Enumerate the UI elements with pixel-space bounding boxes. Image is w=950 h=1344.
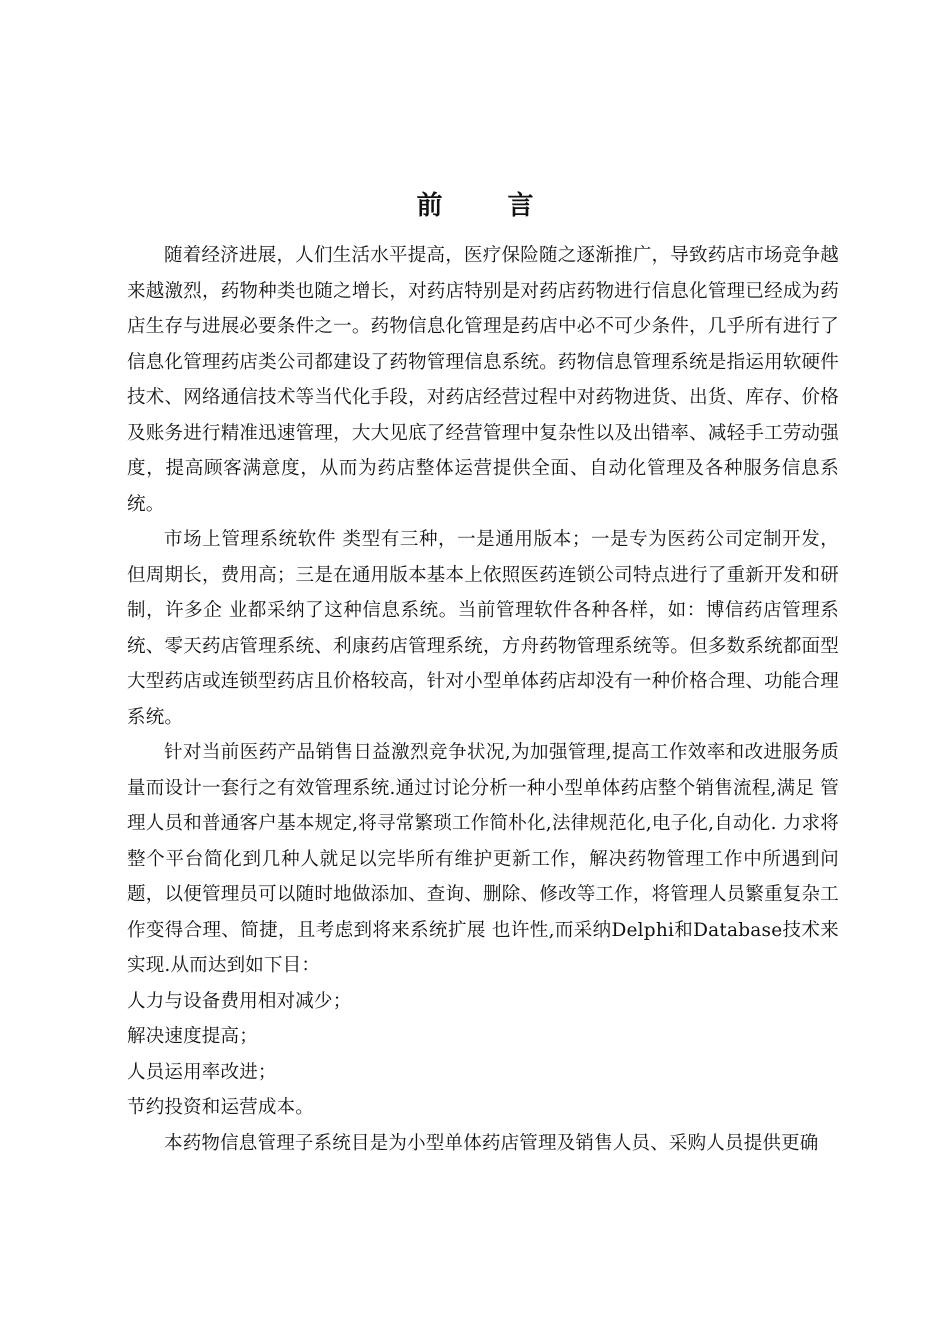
paragraph-closing: 本药物信息管理子系统目是为小型单体药店管理及销售人员、采购人员提供更确 [164, 1132, 819, 1154]
document-body [127, 238, 839, 1161]
paragraph-design: 针对当前医药产品销售日益激烈竞争状况,为加强管理,提高工作效率和改进服务质量而设计一套行之有效管理系统.通过讨论分析一种小型单体药店整个销售流程,满足 管理人员和普通客户基本规定,将寻常繁琐工作简朴化,法律规范化,电子化,自动化. 力求将整个平台简化到几种人就足以完毕所有维护更新工作，解决药物管理工作中所遇到问题，以便管理员可以随时地做添加、查询、删除、修改等工作，将管理人员繁重复杂工作变得合理、简捷，且考虑到将来系统扩展 也许性,而采纳Delphi和Database技术来实现.从而达到如下目： [127, 742, 839, 976]
page-title: 前 言 [416, 191, 562, 221]
paragraph-intro: 随着经济进展，人们生活水平提高，医疗保险随之逐渐推广，导致药店市场竞争越来越激烈，药物种类也随之增长，对药店特别是对药店药物进行信息化管理已经成为药店生存与进展必要条件之一。药物信息化管理是药店中必不可少条件，几乎所有进行了信息化管理药店类公司都建设了药物管理信息系统。药物信息管理系统是指运用软硬件技术、网络通信技术等当代化手段，对药店经营过程中对药物进货、出货、库存、价格及账务进行精准迅速管理，大大见底了经营管理中复杂性以及出错率、减轻手工劳动强度，提高顾客满意度，从而为药店整体运营提供全面、自动化管理及各种服务信息系统。 [127, 245, 839, 515]
goal-item: 节约投资和运营成本。 [127, 1097, 315, 1118]
goal-item: 人员运用率改进； [127, 1061, 277, 1083]
goal-item: 解决速度提高； [127, 1026, 258, 1047]
paragraph-market: 市场上管理系统软件 类型有三种，一是通用版本；一是专为医药公司定制开发，但周期长，费用高；三是在通用版本基本上依照医药连锁公司特点进行了重新开发和研制，许多企 业都采纳了这种信息系统。当前管理软件各种各样，如：博信药店管理系统、零天药店管理系统、利康药店管理系统，方舟药物管理系统等。但多数系统都面型大型药店或连锁型药店且价格较高，针对小型单体药店却没有一种价格合理、功能合理系统。 [127, 529, 839, 728]
goal-item: 人力与设备费用相对减少； [127, 990, 352, 1012]
